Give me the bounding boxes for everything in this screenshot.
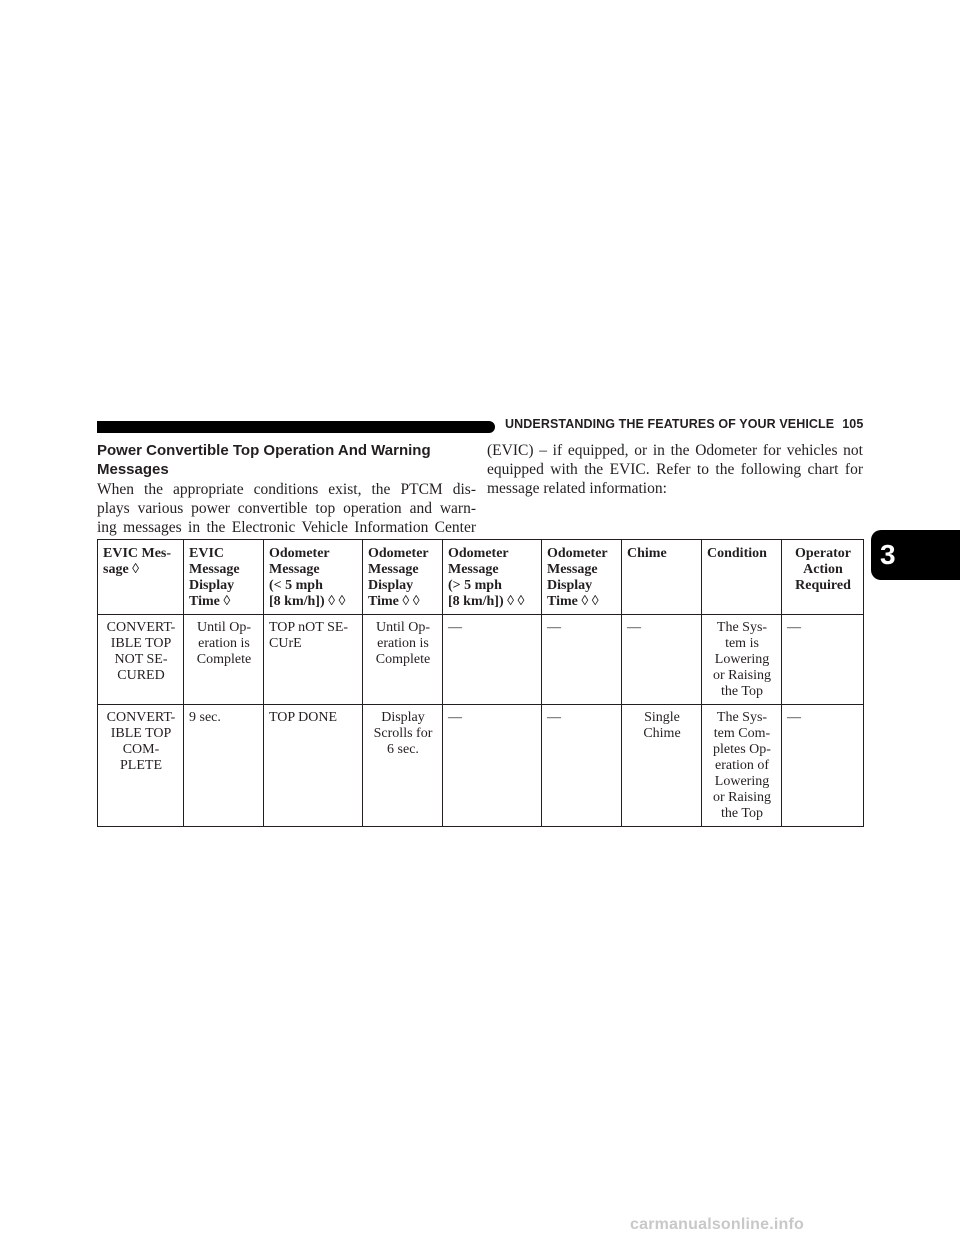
header-odometer-display-time-under-5 [363, 540, 443, 615]
header-rule [97, 421, 495, 433]
cell-line: — [547, 620, 561, 635]
cell-line: Operator [795, 546, 851, 561]
cell-line: PLETE [120, 758, 162, 773]
cell-line: Complete [375, 652, 431, 667]
paragraph-line: message related information: [487, 480, 667, 497]
chapter-tab: 3 [871, 530, 960, 580]
cell-line: Display [368, 578, 414, 593]
cell-line: TOP DONE [269, 710, 338, 725]
cell-line: eration is [377, 636, 429, 651]
header-odometer-message-under-5 [264, 540, 363, 615]
heading-line: Power Convertible Top Operation And Warning [97, 442, 431, 459]
table-cell [622, 705, 702, 827]
cell-line: EVIC [189, 546, 225, 561]
table-cell [98, 705, 184, 827]
cell-line: the Top [721, 806, 763, 821]
cell-line: Odometer [547, 546, 608, 561]
cell-line: COM- [122, 742, 160, 757]
heading-line: Messages [97, 461, 169, 478]
header-condition [702, 540, 782, 615]
table-cell [98, 615, 184, 705]
cell-line: The Sys- [716, 710, 768, 725]
cell-line: Chime [627, 546, 667, 561]
cell-line: Message [368, 562, 419, 577]
cell-line: Scrolls for [373, 726, 433, 741]
cell-line: Single [644, 710, 680, 725]
cell-line: or Raising [713, 668, 771, 683]
table-cell [363, 705, 443, 827]
cell-line: IBLE TOP [110, 636, 172, 651]
cell-line: the Top [721, 684, 763, 699]
cell-line: [8 km/h]) ◊ ◊ [269, 594, 346, 609]
cell-line: — [787, 710, 801, 725]
table-row [98, 615, 864, 705]
cell-line: IBLE TOP [110, 726, 172, 741]
cell-line: The Sys- [716, 620, 768, 635]
header-evic-display-time [184, 540, 264, 615]
cell-line: Action [803, 562, 843, 577]
cell-line: Lowering [714, 652, 770, 667]
table-cell [443, 615, 542, 705]
cell-line: tem is [725, 636, 759, 651]
cell-line: — [547, 710, 561, 725]
body-paragraph-right [487, 441, 863, 498]
cell-line: [8 km/h]) ◊ ◊ [448, 594, 525, 609]
cell-line: Until Op- [375, 620, 431, 635]
message-table [97, 539, 864, 827]
cell-line: Time ◊ ◊ [368, 594, 420, 609]
cell-line: Display [381, 710, 425, 725]
header-odometer-display-time-over-5 [542, 540, 622, 615]
watermark: carmanualsonline.info [630, 1216, 805, 1233]
cell-line: CUrE [269, 636, 302, 651]
cell-line: 9 sec. [189, 710, 221, 725]
cell-line: Display [547, 578, 593, 593]
table-cell [782, 615, 864, 705]
cell-line: Odometer [448, 546, 509, 561]
cell-line: pletes Op- [713, 742, 771, 757]
cell-line: — [627, 620, 641, 635]
header-section-title: UNDERSTANDING THE FEATURES OF YOUR VEHICLE [505, 417, 835, 431]
table-cell [542, 615, 622, 705]
cell-line: Lowering [714, 774, 770, 789]
paragraph-line: When the appropriate conditions exist, the PTCM dis- [97, 481, 476, 498]
cell-line: Message [189, 562, 240, 577]
cell-line: Message [269, 562, 320, 577]
table-header-row [98, 540, 864, 615]
paragraph-line: plays various power convertible top operation and warn- [97, 500, 476, 517]
cell-line: Message [448, 562, 499, 577]
header-odometer-message-over-5 [443, 540, 542, 615]
cell-line: Required [795, 578, 851, 593]
table-cell [702, 615, 782, 705]
cell-line: (> 5 mph [448, 578, 502, 593]
cell-line: Chime [643, 726, 681, 741]
cell-line: NOT SE- [114, 652, 168, 667]
header-operator-action [782, 540, 864, 615]
table-cell [542, 705, 622, 827]
table-cell [184, 705, 264, 827]
cell-line: — [448, 710, 462, 725]
running-header [505, 417, 863, 431]
table-cell [443, 705, 542, 827]
table-cell [184, 615, 264, 705]
cell-line: Time ◊ ◊ [547, 594, 599, 609]
cell-line: sage ◊ [103, 562, 140, 577]
cell-line: Odometer [269, 546, 330, 561]
cell-line: 6 sec. [387, 742, 419, 757]
header-evic-message [98, 540, 184, 615]
cell-line: Odometer [368, 546, 429, 561]
table-cell [264, 705, 363, 827]
table-cell [264, 615, 363, 705]
cell-line: TOP nOT SE- [269, 620, 349, 635]
cell-line: EVIC Mes- [103, 546, 172, 561]
cell-line: — [787, 620, 801, 635]
cell-line: CURED [117, 668, 165, 683]
table-cell [782, 705, 864, 827]
table-cell [363, 615, 443, 705]
cell-line: eration is [198, 636, 250, 651]
page-number: 105 [842, 417, 864, 431]
cell-line: or Raising [713, 790, 771, 805]
cell-line: (< 5 mph [269, 578, 323, 593]
cell-line: — [448, 620, 462, 635]
section-heading [97, 441, 477, 479]
cell-line: Until Op- [196, 620, 252, 635]
cell-line: CONVERT- [106, 620, 176, 635]
paragraph-line: (EVIC) – if equipped, or in the Odometer for vehicles not [487, 442, 863, 459]
cell-line: Time ◊ [189, 594, 231, 609]
paragraph-line: equipped with the EVIC. Refer to the following chart for [487, 461, 863, 478]
table-row [98, 705, 864, 827]
cell-line: Display [189, 578, 235, 593]
cell-line: CONVERT- [106, 710, 176, 725]
body-paragraph-left [97, 480, 476, 537]
paragraph-line: ing messages in the Electronic Vehicle Information Center [97, 519, 476, 536]
cell-line: Message [547, 562, 598, 577]
cell-line: tem Com- [713, 726, 771, 741]
cell-line: Complete [196, 652, 252, 667]
cell-line: eration of [714, 758, 770, 773]
header-chime [622, 540, 702, 615]
cell-line: Condition [707, 546, 767, 561]
table-cell [702, 705, 782, 827]
table-cell [622, 615, 702, 705]
